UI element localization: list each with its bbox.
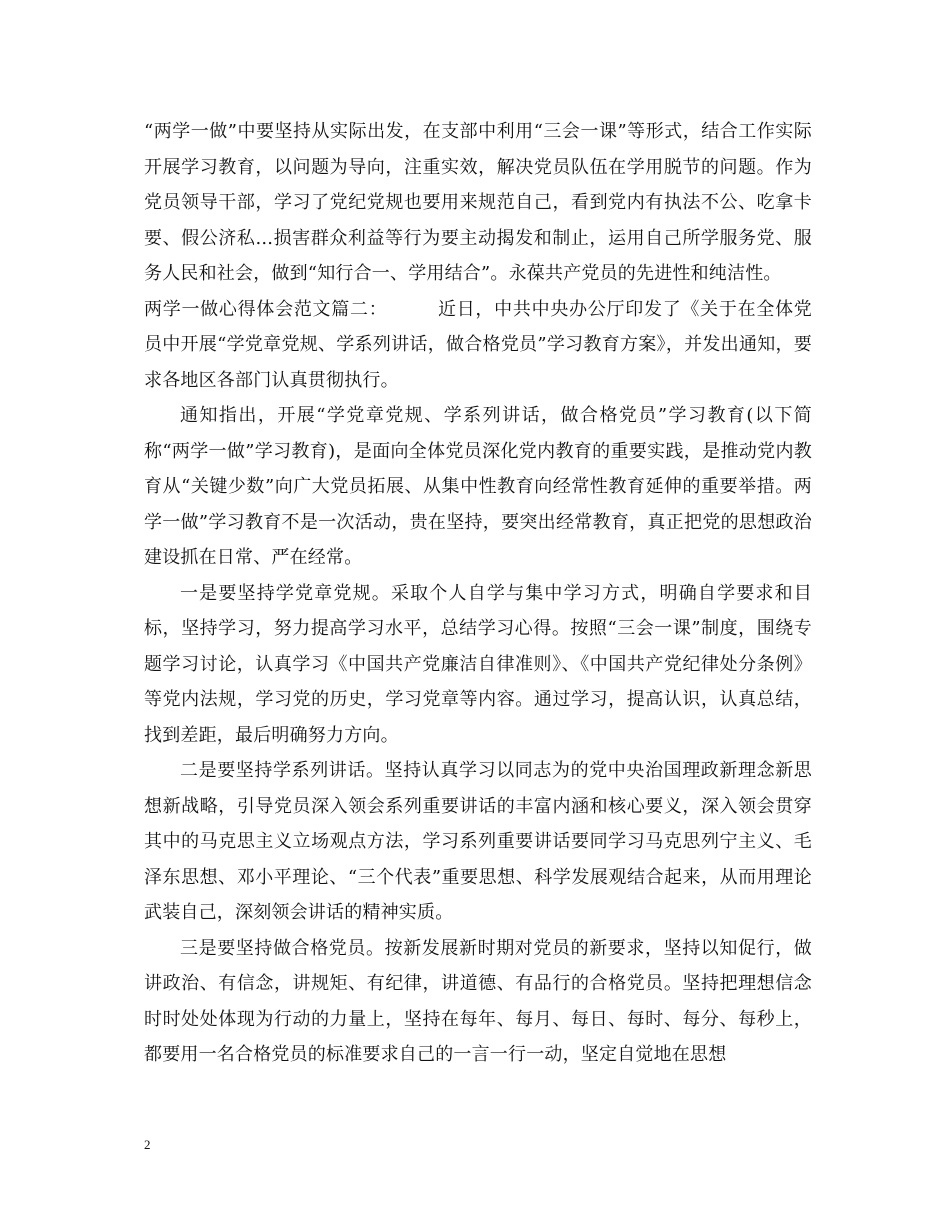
page-number: 2 <box>144 1137 151 1152</box>
section-heading: 两学一做心得体会范文篇二： <box>144 298 388 320</box>
paragraph-notice: 通知指出，开展“学党章党规、学系列讲话，做合格党员”学习教育(以下简称“两学一做”学习教育)，是面向全体党员深化党内教育的重要实践，是推动党内教育从“关键少数”向广大党员拓展、从集中性教育向经常性教育延伸的重要举措。两学一做”学习教育不是一次活动，贵在坚持，要突出经常教育，真正把党的思想政治建设抓在日常、严在经常。 <box>144 405 812 568</box>
paragraph-point-three: 三是要坚持做合格党员。按新发展新时期对党员的新要求，坚持以知促行，做讲政治、有信念，讲规矩、有纪律，讲道德、有品行的合格党员。坚持把理想信念时时处处体现为行动的力量上，坚持在每年、每月、每日、每时、每分、每秒上，都要用一名合格党员的标准要求自己的一言一行一动，坚定自觉地在思想 <box>144 937 812 1065</box>
paragraph-intro: “两学一做”中要坚持从实际出发，在支部中利用“三会一课”等形式，结合工作实际开展学习教育，以问题为导向，注重实效，解决党员队伍在学用脱节的问题。作为党员领导干部，学习了党纪党规也要用来规范自己，看到党内有执法不公、吃拿卡要、假公济私...损害群众利益等行为要主动揭发和制止，运用自己所学服务党、服务人民和社会，做到“知行合一、学用结合”。永葆共产党员的先进性和纯洁性。 <box>144 121 812 284</box>
document-body <box>144 114 812 1073</box>
section-lead-text: 近日，中共中央办公厅印发了《关于在全体党员中开展“学党章党规、学系列讲话，做合格党员”学习教育方案》，并发出通知，要求各地区各部门认真贯彻执行。 <box>144 298 812 391</box>
paragraph-point-two: 二是要坚持学系列讲话。坚持认真学习以同志为的党中央治国理政新理念新思想新战略，引导党员深入领会系列重要讲话的丰富内涵和核心要义，深入领会贯穿其中的马克思主义立场观点方法，学习系列重要讲话要同学习马克思列宁主义、毛泽东思想、邓小平理论、“三个代表”重要思想、科学发展观结合起来，从而用理论武装自己，深刻领会讲话的精神实质。 <box>144 760 812 923</box>
paragraph-section-start <box>144 292 812 399</box>
paragraph-point-one: 一是要坚持学党章党规。采取个人自学与集中学习方式，明确自学要求和目标，坚持学习，努力提高学习水平，总结学习心得。按照“三会一课”制度，围绕专题学习讨论，认真学习《中国共产党廉洁自律准则》、《中国共产党纪律处分条例》等党内法规，学习党的历史，学习党章等内容。通过学习，提高认识，认真总结，找到差距，最后明确努力方向。 <box>144 582 812 746</box>
